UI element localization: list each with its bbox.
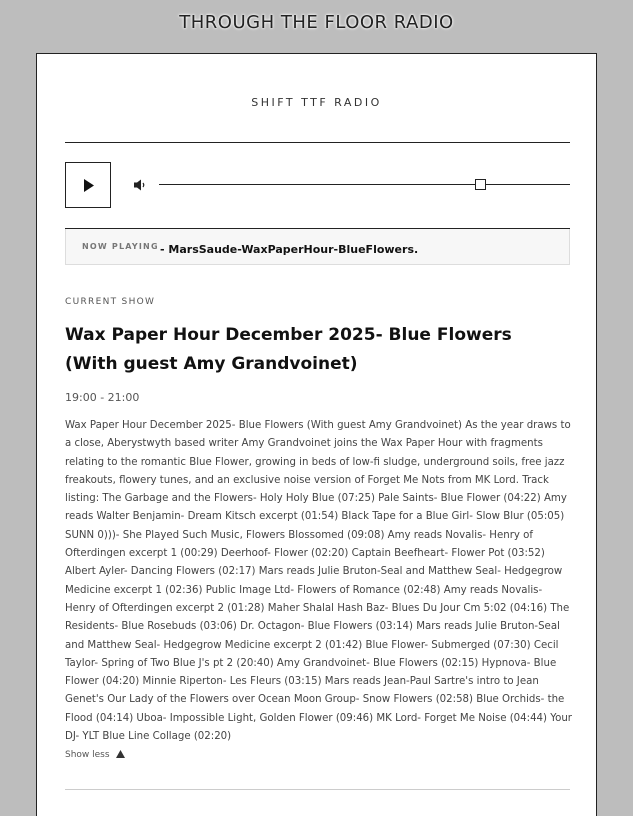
site-title: THROUGH THE FLOOR RADIO xyxy=(179,12,454,33)
now-playing-label: NOW PLAYING xyxy=(82,242,159,251)
radio-panel xyxy=(36,53,597,816)
divider xyxy=(65,142,570,143)
station-name: SHIFT TTF RADIO xyxy=(251,96,382,109)
divider xyxy=(65,789,570,790)
volume-slider-handle[interactable] xyxy=(475,179,486,190)
show-title: Wax Paper Hour December 2025- Blue Flowers (With guest Amy Grandvoinet) xyxy=(65,325,512,374)
volume-slider[interactable] xyxy=(159,184,570,185)
speaker-icon[interactable] xyxy=(133,178,147,192)
play-icon xyxy=(83,179,95,192)
current-show-label: CURRENT SHOW xyxy=(65,297,156,307)
show-description: Wax Paper Hour December 2025- Blue Flowers (With guest Amy Grandvoinet) As the year draws to a close, Aberystwyth based writer Amy Grandvoinet joins the Wax Paper Hour with fragments relating to the romantic Blue Flower, growing in beds of low-fi sludge, underground soils, free jazz freakouts, flowery tunes, and an exclusive noise version of Forget Me Nots from MK Lord. Track listing: The Garbage and the Flowers- Holy Holy Blue (07:25) Pale Saints- Blue Flower (04:22) Amy reads Walter Benjamin- Dream Kitsch excerpt (01:54) Black Tape for a Blue Girl- Slow Blur (05:05) SUNN 0)))- She Played Such Music, Flowers Blossomed (09:08) Amy reads Novalis- Henry of Ofterdingen excerpt 1 (00:29) Deerhoof- Flower (02:20) Captain Beefheart- Flower Pot (03:52) Albert Ayler- Dancing Flowers (02:17) Mars reads Julie Bruton-Seal and Matthew Seal- Hedgegrow Medicine excerpt 1 (02:36) Public Image Ltd- Flowers of Romance (02:48) Amy reads Novalis- Henry of Ofterdingen excerpt 2 (01:28) Maher Shalal Hash Baz- Blues Du Jour Cm 5:02 (04:16) The Residents- Blue Rosebuds (03:06) Dr. Octagon- Blue Flowers (03:14) Mars reads Julie Bruton-Seal and Matthew Seal- Hedgegrow Medicine excerpt 2 (01:42) Blue Flower- Submerged (07:30) Cecil Taylor- Spring of Two Blue J's pt 2 (20:40) Amy Grandvoinet- Blue Flowers (02:15) Hypnova- Blue Flower (04:20) Minnie Riperton- Les Fleurs (03:15) Mars reads Jean-Paul Sartre's intro to Jean Genet's Our Lady of the Flowers over Ocean Moon Group- Snow Flowers (02:58) Blue Orchids- the Flood (04:14) Uboa- Impossible Light, Golden Flower (09:46) MK Lord- Forget Me Noise (04:44) Your DJ- YLT Blue Line Collage (02:20) xyxy=(65,420,572,743)
show-less-label: Show less xyxy=(65,750,110,760)
play-button[interactable] xyxy=(65,162,111,208)
now-playing-bar xyxy=(65,229,570,265)
show-less-toggle[interactable] xyxy=(65,750,125,760)
show-time: 19:00 - 21:00 xyxy=(65,391,140,404)
triangle-up-icon xyxy=(116,750,125,758)
now-playing-track: - MarsSaude-WaxPaperHour-BlueFlowers. xyxy=(160,243,419,256)
audio-player xyxy=(65,162,570,210)
